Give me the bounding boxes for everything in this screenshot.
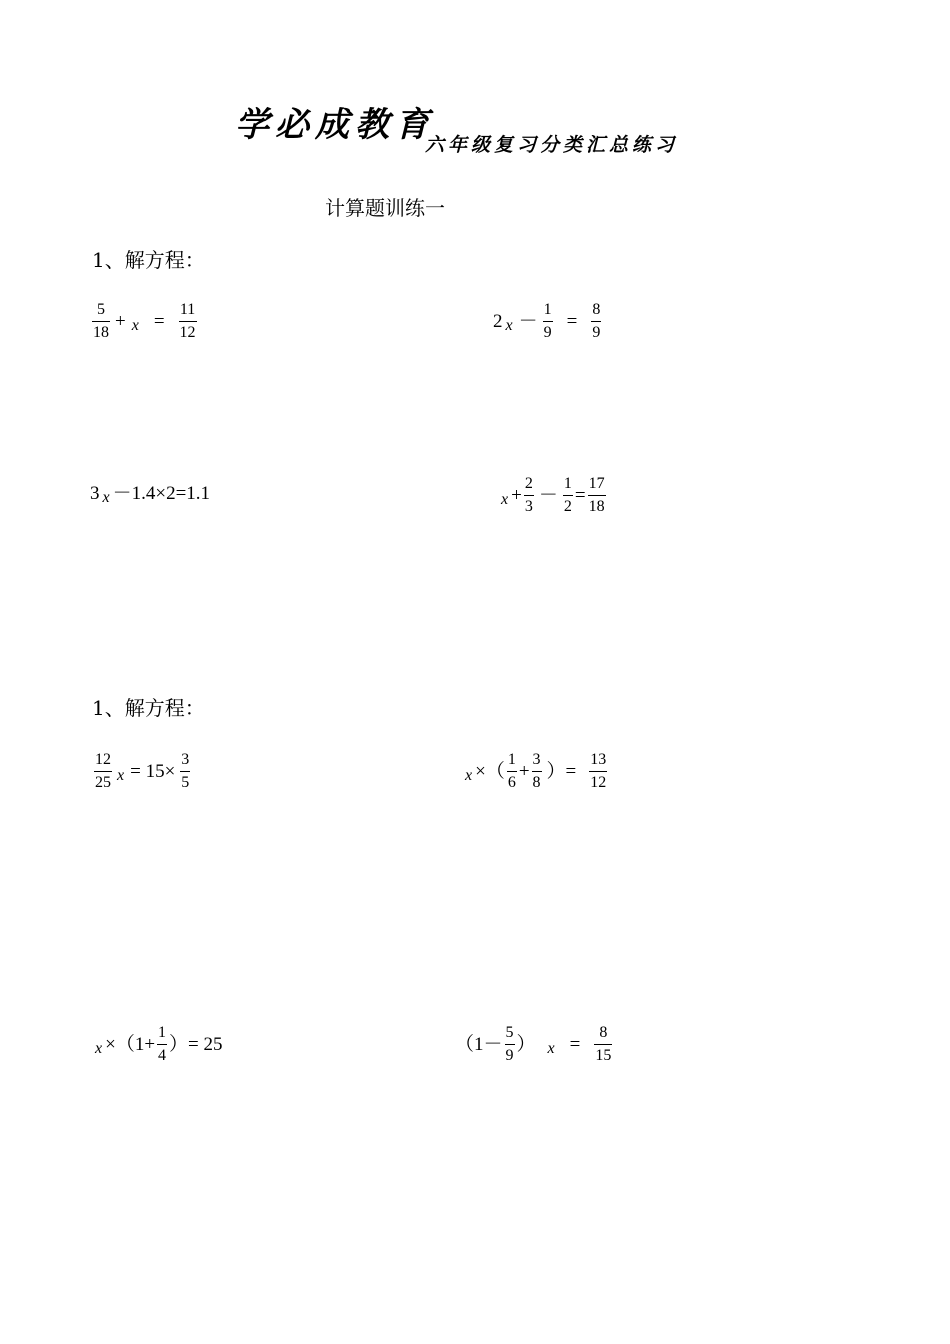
fraction: $\frac{1}{2}$: [563, 475, 572, 515]
equation-5: $\frac{12}{25}$ x = 15× $\frac{3}{5}$: [95, 751, 190, 791]
fraction: $\frac{3}{8}$: [532, 751, 541, 791]
fraction: $\frac{8}{9}$: [592, 301, 601, 341]
variable: x: [501, 490, 509, 508]
fraction: $\frac{17}{18}$: [588, 475, 605, 515]
fraction: $\frac{1}{6}$: [507, 751, 516, 791]
equation-8: （1－ $\frac{5}{9}$ ） x = $\frac{8}{15}$: [455, 1024, 612, 1064]
fraction: $\frac{2}{3}$: [524, 475, 533, 515]
variable: x: [465, 766, 473, 784]
fraction: $\frac{11}{12}$: [179, 301, 196, 341]
fraction: $\frac{5}{9}$: [505, 1024, 514, 1064]
equation-4: x + $\frac{2}{3}$ － $\frac{1}{2}$ = $\frac{17}{18}$: [501, 475, 605, 515]
fraction: $\frac{13}{12}$: [590, 751, 607, 791]
document-title: 六年级复习分类汇总练习: [425, 134, 679, 156]
fraction: $\frac{1}{4}$: [158, 1024, 167, 1064]
equation-1: $\frac{5}{18}$ + x = $\frac{11}{12}$: [93, 301, 196, 341]
section-heading-2: 1、解方程：: [92, 696, 205, 720]
equation-3: 3 x －1.4×2=1.1: [90, 483, 211, 506]
equation-6: x ×（ $\frac{1}{6}$ + $\frac{3}{8}$ ）= $\frac{13}{12}$: [465, 751, 607, 791]
fraction: $\frac{3}{5}$: [181, 751, 190, 791]
worksheet-subtitle: 计算题训练一: [325, 196, 445, 220]
fraction: $\frac{12}{25}$: [95, 751, 111, 791]
equation-2: 2 x － $\frac{1}{9}$ = $\frac{8}{9}$: [493, 301, 601, 341]
equation-7: x ×（1+ $\frac{1}{4}$ ）= 25: [95, 1024, 223, 1064]
variable: x: [547, 1039, 555, 1057]
fraction: $\frac{8}{15}$: [595, 1024, 612, 1064]
fraction: $\frac{1}{9}$: [543, 301, 552, 341]
variable: x: [505, 316, 513, 334]
section-heading-1: 1、解方程：: [92, 248, 205, 272]
variable: x: [117, 766, 125, 784]
variable: x: [131, 316, 139, 334]
variable: x: [102, 488, 110, 506]
variable: x: [95, 1039, 103, 1057]
brand-title: 学必成教育: [235, 105, 435, 145]
fraction: $\frac{5}{18}$: [93, 301, 109, 341]
